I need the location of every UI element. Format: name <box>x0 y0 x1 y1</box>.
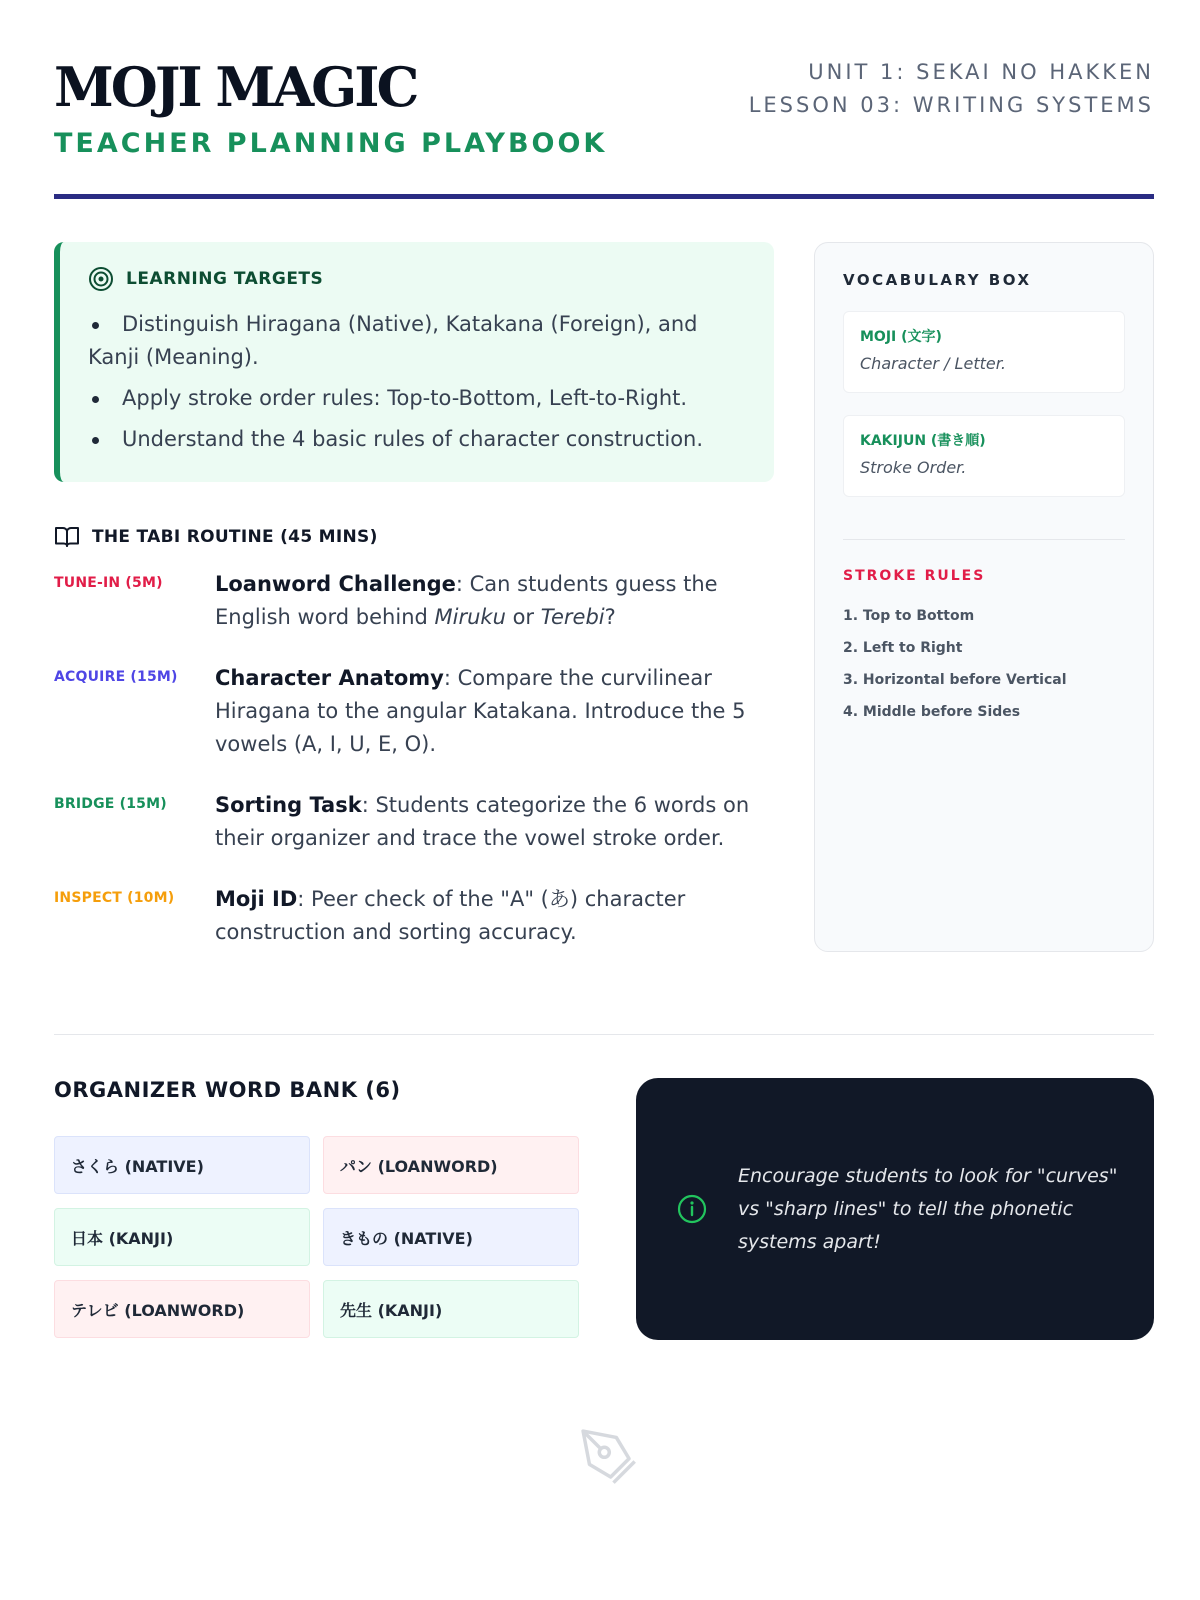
step-title: Character Anatomy <box>215 666 444 690</box>
header-divider <box>54 194 1154 199</box>
step-tag: TUNE-IN (5M) <box>54 575 163 591</box>
info-icon <box>676 1193 708 1225</box>
page-title: MOJI MAGIC <box>54 55 417 119</box>
routine-steps <box>54 568 754 977</box>
word-chip: 日本 (KANJI) <box>54 1208 310 1266</box>
word-chip: きもの (NATIVE) <box>323 1208 579 1266</box>
routine-step-tune-in <box>54 568 754 634</box>
teaching-tip <box>636 1078 1154 1340</box>
step-title: Loanword Challenge <box>215 572 456 596</box>
step-text: ? <box>604 605 616 629</box>
lesson-label: LESSON 03: WRITING SYSTEMS <box>748 93 1154 117</box>
learning-targets-title: LEARNING TARGETS <box>126 269 324 289</box>
step-body <box>215 789 754 855</box>
step-emphasis: Miruku <box>434 605 506 629</box>
word-chip: テレビ (LOANWORD) <box>54 1280 310 1338</box>
routine-heading <box>54 525 378 549</box>
word-bank-heading: ORGANIZER WORD BANK (6) <box>54 1078 401 1102</box>
stroke-rules-list <box>843 600 1125 728</box>
page-subtitle: TEACHER PLANNING PLAYBOOK <box>54 128 608 159</box>
step-title: Sorting Task <box>215 793 362 817</box>
tip-text: Encourage students to look for "curves" vs "sharp lines" to tell the phonetic systems apart! <box>738 1164 1118 1253</box>
vocab-divider <box>843 539 1125 540</box>
stroke-rule: 1. Top to Bottom <box>843 608 975 624</box>
routine-step-acquire <box>54 662 754 761</box>
vocab-card <box>843 415 1125 497</box>
step-text: : Compare the curvilinear Hiragana to the angular Katakana. Introduce the 5 vowels (A, I, U, E, O). <box>215 666 746 756</box>
target-icon <box>88 266 114 292</box>
word-chip: パン (LOANWORD) <box>323 1136 579 1194</box>
learning-targets-panel <box>54 242 774 482</box>
step-tag: INSPECT (10M) <box>54 890 175 906</box>
step-body <box>215 568 754 634</box>
word-chip: 先生 (KANJI) <box>323 1280 579 1338</box>
vocab-term: KAKIJUN (書き順) <box>860 433 986 449</box>
step-title: Moji ID <box>215 887 298 911</box>
unit-info <box>749 56 1154 122</box>
routine-step-bridge <box>54 789 754 855</box>
step-tag: ACQUIRE (15M) <box>54 669 178 685</box>
vocab-card <box>843 311 1125 393</box>
step-tag: BRIDGE (15M) <box>54 796 167 812</box>
vocab-term: MOJI (文字) <box>860 329 942 345</box>
step-emphasis: Terebi <box>540 605 605 629</box>
stroke-rule: 3. Horizontal before Vertical <box>843 672 1067 688</box>
step-text: : Can students guess the English word behind <box>215 572 718 629</box>
step-body <box>215 883 754 949</box>
target-item: Distinguish Hiragana (Native), Katakana (Foreign), and Kanji (Meaning). <box>88 308 748 374</box>
pen-nib-icon <box>568 1416 642 1490</box>
section-divider <box>54 1034 1154 1035</box>
step-text: : Students categorize the 6 words on their organizer and trace the vowel stroke order. <box>215 793 750 850</box>
word-bank <box>54 1136 578 1338</box>
learning-targets-heading <box>88 266 748 292</box>
vocab-definition: Character / Letter. <box>860 354 1006 373</box>
unit-label: UNIT 1: SEKAI NO HAKKEN <box>808 60 1154 84</box>
vocabulary-box <box>814 242 1154 952</box>
routine-step-inspect <box>54 883 754 949</box>
target-item: Understand the 4 basic rules of character construction. <box>88 423 748 456</box>
step-text: : Peer check of the "A" (あ) character construction and sorting accuracy. <box>215 887 686 944</box>
vocab-definition: Stroke Order. <box>860 458 967 477</box>
learning-targets-list <box>88 308 748 456</box>
target-item: Apply stroke order rules: Top-to-Bottom, Left-to-Right. <box>88 382 748 415</box>
vocabulary-heading: VOCABULARY BOX <box>843 271 1032 289</box>
routine-title: THE TABI ROUTINE (45 MINS) <box>92 527 378 547</box>
step-body <box>215 662 754 761</box>
step-text: or <box>505 605 541 629</box>
book-icon <box>54 525 80 549</box>
word-chip: さくら (NATIVE) <box>54 1136 310 1194</box>
stroke-rules-heading: STROKE RULES <box>843 568 986 584</box>
stroke-rule: 4. Middle before Sides <box>843 704 1021 720</box>
stroke-rule: 2. Left to Right <box>843 640 963 656</box>
